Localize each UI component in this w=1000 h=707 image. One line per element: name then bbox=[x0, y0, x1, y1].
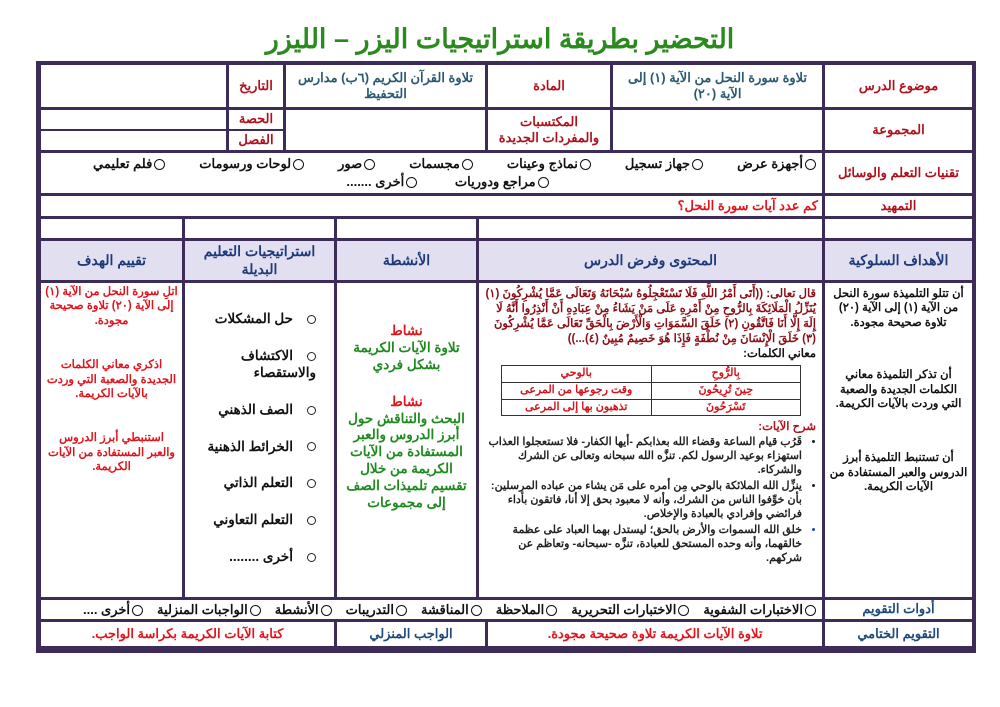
empty-cell bbox=[185, 219, 334, 238]
activity-text: البحث والتناقش حول أبرز الدروس والعبر المستفادة من الآيات الكريمة من خلال تقسيم تلميذات الصف إلى مجموعات bbox=[346, 410, 467, 510]
date-value[interactable] bbox=[41, 65, 226, 107]
subject-value: تلاوة القرآن الكريم (٦ب) مدارس التحفيظ bbox=[286, 65, 485, 107]
topic-value: تلاوة سورة النحل من الآية (١) إلى الآية (٢٠) bbox=[613, 65, 822, 107]
technique-option[interactable]: مجسمات bbox=[409, 156, 473, 172]
table-row bbox=[502, 382, 801, 399]
bullet-circle-icon bbox=[307, 352, 316, 361]
intro-label: التمهيد bbox=[825, 196, 972, 216]
word: بِالرُّوحِ bbox=[651, 366, 801, 383]
radio-circle-icon bbox=[678, 605, 689, 616]
meanings-label: معاني الكلمات: bbox=[743, 347, 816, 360]
content-header: المحتوى وفرض الدرس bbox=[479, 241, 822, 280]
empty-cell bbox=[41, 219, 182, 238]
technique-option[interactable]: فلم تعليمي bbox=[93, 156, 165, 172]
technique-option[interactable]: مراجع ودوريات bbox=[455, 174, 549, 189]
bullet-circle-icon bbox=[307, 516, 316, 525]
activity-text: تلاوة الآيات الكريمة بشكل فردي bbox=[353, 339, 460, 372]
strategy-item[interactable]: التعلم التعاوني bbox=[185, 512, 316, 529]
assessment-option[interactable]: الأنشطة bbox=[275, 602, 332, 618]
group-label: المجموعة bbox=[825, 110, 972, 150]
radio-circle-icon bbox=[538, 177, 549, 188]
assessment-option[interactable]: الواجبات المنزلية bbox=[157, 602, 261, 618]
word: حِينَ تُرِيحُونَ bbox=[651, 382, 801, 399]
objective-item: أن تستنبط التلميذة أبرز الدروس والعبر المستفادة من الآيات الكريمة. bbox=[829, 452, 968, 493]
strategy-item[interactable]: حل المشكلات bbox=[185, 311, 316, 328]
techniques-options bbox=[41, 153, 822, 193]
meanings-table bbox=[501, 365, 801, 416]
objective-item: أن تتلو التلميذة سورة النحل من الآية (١) إلى الآية (٢٠) تلاوة صحيحة مجودة. bbox=[833, 288, 964, 329]
period-value[interactable] bbox=[41, 110, 226, 129]
topic-label: موضوع الدرس bbox=[825, 65, 972, 107]
assessment-option[interactable]: الاختبارات التحريرية bbox=[571, 602, 689, 618]
meaning: تذهبون بها إلى المرعى bbox=[502, 399, 652, 416]
radio-circle-icon bbox=[546, 605, 557, 616]
radio-circle-icon bbox=[580, 159, 591, 170]
radio-circle-icon bbox=[406, 177, 417, 188]
lesson-plan-table bbox=[36, 61, 976, 653]
strategy-item[interactable]: الاكتشاف والاستقصاء bbox=[240, 347, 316, 380]
radio-circle-icon bbox=[250, 605, 261, 616]
bullet-circle-icon bbox=[307, 315, 316, 324]
objective-item: أن تذكر التلميذة معاني الكلمات الجديدة والصعبة التي وردت بالآيات الكريمة. bbox=[835, 369, 962, 410]
assessment-option[interactable]: الاختبارات الشفوية bbox=[703, 602, 816, 618]
empty-cell bbox=[825, 219, 972, 238]
evaluation-item: اتلِ سورة النحل من الآية (١) إلى الآية (٢٠) تلاوة صحيحة مجودة. bbox=[45, 286, 178, 327]
table-row bbox=[502, 399, 801, 416]
period-label: الحصة bbox=[229, 110, 283, 129]
page-title: التحضير بطريقة استراتيجيات اليزر – الليزر bbox=[265, 24, 735, 54]
class-label: الفصل bbox=[229, 131, 283, 150]
subject-label: المادة bbox=[488, 65, 610, 107]
assessment-option[interactable]: أخرى .... bbox=[83, 602, 143, 618]
strategies-cell bbox=[185, 283, 334, 597]
assessment-option[interactable]: المناقشة bbox=[421, 602, 482, 618]
date-label: التاريخ bbox=[229, 65, 283, 107]
technique-option[interactable]: أجهزة عرض bbox=[737, 156, 816, 172]
radio-circle-icon bbox=[692, 159, 703, 170]
table-row bbox=[502, 366, 801, 383]
word: تَسْرَحُونَ bbox=[651, 399, 801, 416]
evaluation-item: اذكري معاني الكلمات الجديدة والصعبة التي وردت بالآيات الكريمة. bbox=[46, 359, 177, 400]
final-evaluation-value: تلاوة الآيات الكريمة تلاوة صحيحة مجودة. bbox=[488, 622, 822, 646]
bullet-circle-icon bbox=[307, 553, 316, 562]
vocab-value[interactable] bbox=[286, 110, 485, 150]
empty-cell bbox=[337, 219, 476, 238]
meaning: وقت رجوعها من المرعى bbox=[502, 382, 652, 399]
evaluation-header: تقييم الهدف bbox=[41, 241, 182, 280]
group-value[interactable] bbox=[613, 110, 822, 150]
assessment-tools-options bbox=[41, 600, 822, 619]
bullet-circle-icon bbox=[307, 442, 316, 451]
class-value[interactable] bbox=[41, 131, 226, 150]
explanation-label: شرح الآيات: bbox=[758, 421, 816, 434]
radio-circle-icon bbox=[364, 159, 375, 170]
radio-circle-icon bbox=[805, 159, 816, 170]
technique-option[interactable]: نماذج وعينات bbox=[507, 156, 591, 172]
content-cell bbox=[479, 283, 822, 597]
objectives-cell bbox=[825, 283, 972, 597]
empty-cell bbox=[479, 219, 822, 238]
technique-option[interactable]: جهاز تسجيل bbox=[625, 156, 703, 172]
bullet-circle-icon bbox=[307, 406, 316, 415]
strategy-item[interactable]: أخرى ........ bbox=[185, 549, 316, 566]
explanation-list bbox=[485, 435, 816, 566]
explanation-item: • قَرُب قيام الساعة وقضاء الله بعذابكم -أيها الكفار- فلا تستعجلوا العذاب استهزاء بوعيد الرسول لكم. تنزَّه الله سبحانه وتعالى عن الشرك والشركاء. bbox=[485, 435, 802, 478]
radio-circle-icon bbox=[396, 605, 407, 616]
evaluation-cell bbox=[41, 283, 182, 597]
radio-circle-icon bbox=[154, 159, 165, 170]
strategy-item[interactable]: الخرائط الذهنية bbox=[185, 439, 316, 456]
technique-option[interactable]: لوحات ورسومات bbox=[199, 156, 304, 172]
technique-option[interactable]: صور bbox=[338, 156, 375, 172]
meaning: بالوحي bbox=[502, 366, 652, 383]
technique-row-2 bbox=[45, 174, 816, 190]
radio-circle-icon bbox=[293, 159, 304, 170]
quran-verse: قال تعالى: ((أَتَى أَمْرُ اللَّهِ فَلَا تَسْتَعْجِلُوهُ سُبْحَانَهُ وَتَعَالَى عَمَّا يُشْرِكُونَ (١) يُنَزِّلُ الْمَلَائِكَةَ بِالرُّوحِ مِنْ أَمْرِهِ عَلَى مَنْ يَشَاءُ مِنْ عِبَادِهِ أَنْ أَنْذِرُوا أَنَّهُ لَا إِلَهَ إِلَّا أَنَا فَاتَّقُونِ (٢) خَلَقَ السَّمَوَاتِ وَالْأَرْضَ بِالْحَقِّ تَعَالَى عَمَّا يُشْرِكُونَ (٣) خَلَقَ الْإِنْسَانَ مِنْ نُطْفَةٍ فَإِذَا هُوَ خَصِيمٌ مُبِينٌ (٤)...)) bbox=[485, 288, 816, 345]
evaluation-item: استنبطي أبرز الدروس والعبر المستفادة من الآيات الكريمة. bbox=[48, 432, 175, 473]
strategy-item[interactable]: الصف الذهني bbox=[185, 402, 316, 419]
strategies-header: استراتيجيات التعليم البديلة bbox=[185, 241, 334, 280]
activity-label: نشاط bbox=[390, 393, 423, 409]
activity-label: نشاط bbox=[390, 323, 423, 338]
explanation-item: • ينزِّل الله الملائكة بالوحي مِن أمره على مَن يشاء من عباده المرسلين: بأن خوِّفوا الناس من الشرك، وأنه لا معبود بحق إلا أنا، فاتقون بأداء فرائضي وإفرادي بالعبادة والإخلاص. bbox=[485, 479, 802, 522]
intro-value: كم عدد آيات سورة النحل؟ bbox=[41, 196, 822, 216]
technique-option[interactable]: أخرى ....... bbox=[346, 174, 417, 189]
homework-value: كتابة الآيات الكريمة بكراسة الواجب. bbox=[41, 622, 334, 646]
assessment-tools-label: أدوات التقويم bbox=[825, 600, 972, 619]
radio-circle-icon bbox=[132, 605, 143, 616]
final-evaluation-label: التقويم الختامي bbox=[825, 622, 972, 646]
radio-circle-icon bbox=[462, 159, 473, 170]
vocab-label: المكتسبات والمفردات الجديدة bbox=[488, 110, 610, 150]
objectives-header: الأهداف السلوكية bbox=[825, 241, 972, 280]
activities-header: الأنشطة bbox=[337, 241, 476, 280]
assessment-option[interactable]: الملاحظة bbox=[496, 602, 558, 618]
explanation-item: • خلق الله السموات والأرض بالحق؛ ليستدل بهما العباد على عظمة خالقهما، وأنه وحده المستحق للعبادة، تنزَّه -سبحانه- وتعاظم عن شركهم. bbox=[485, 523, 802, 566]
strategy-item[interactable]: التعلم الذاتي bbox=[185, 475, 316, 492]
homework-label: الواجب المنزلي bbox=[337, 622, 485, 646]
radio-circle-icon bbox=[805, 605, 816, 616]
assessment-option[interactable]: التدريبات bbox=[346, 602, 407, 618]
activities-cell bbox=[337, 283, 476, 597]
techniques-label: تقنيات التعلم والوسائل bbox=[825, 153, 972, 193]
bullet-circle-icon bbox=[307, 479, 316, 488]
radio-circle-icon bbox=[321, 605, 332, 616]
radio-circle-icon bbox=[471, 605, 482, 616]
